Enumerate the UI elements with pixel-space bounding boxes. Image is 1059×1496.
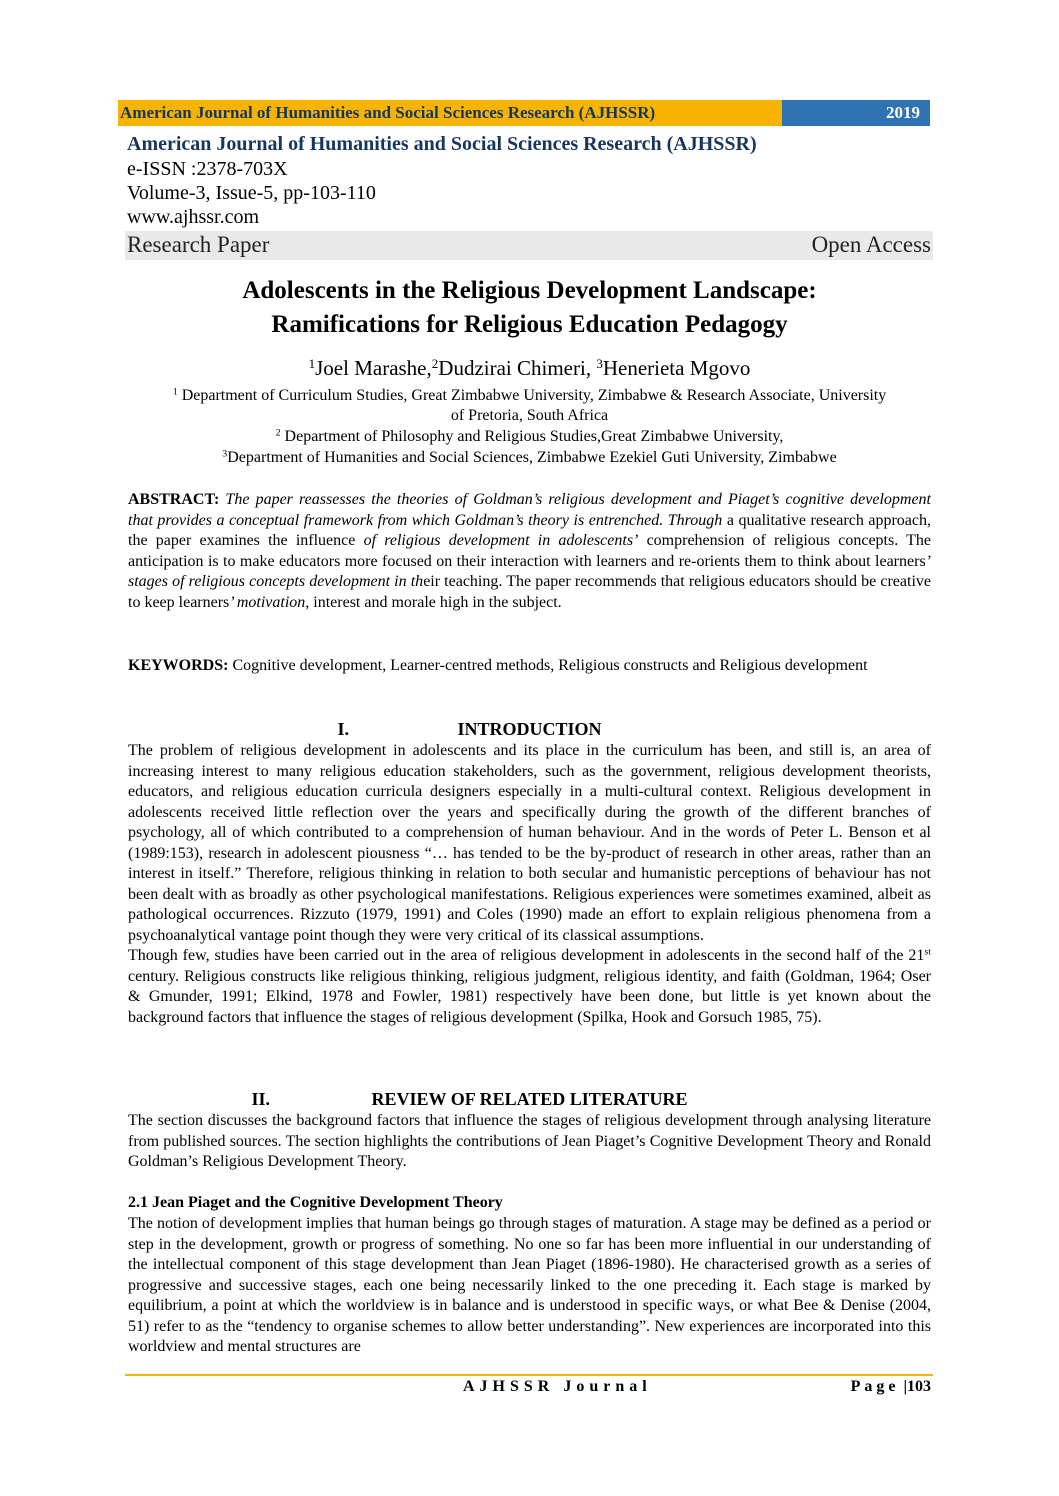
- title-line-1: Adolescents in the Religious Development Landscape:: [242, 277, 817, 304]
- author-list: [0, 356, 1059, 381]
- aff-sup: 1: [172, 386, 178, 398]
- section-heading-literature: II. REVIEW OF RELATED LITERATURE: [251, 1089, 688, 1109]
- paragraph: The problem of religious development in adolescents and its place in the curriculum has been, and still is, an area of increasing interest to many religious education stakeholders, such as the government, religious development theorists, educators, and religious education curricula designers especially in a multi-cultural context. Religious development in adolescents received little reflection over the years and specifically during the growth of the different branches of psychology, all of which contributed to a comprehension of human behaviour. And in the words of Peter L. Benson et al (1989:153), research in adolescent piousness “… has tended to be the by-product of research in other areas, rather than an interest in itself.” Therefore, religious thinking in relation to both secular and humanistic perceptions of behaviour has not been dealt with as broadly as other psychological manifestations. Religious experiences were sometimes examined, albeit as pathological occurrences. Rizzuto (1979, 1991) and Coles (1990) made an effort to explain religious phenomena from a psychoanalytical vantage point though they were very critical of its classical assumptions.: [128, 742, 931, 944]
- section-title: INTRODUCTION: [457, 719, 602, 739]
- abstract: [128, 490, 931, 613]
- author-sup: 2: [431, 355, 439, 371]
- affiliation-3: [128, 448, 931, 468]
- piaget-body: The notion of development implies that human beings go through stages of maturation. A stage may be defined as a period or step in the development, growth or progress of something. No one so far has been more influential in our understanding of the intellectual component of this stage development than Jean Piaget (1896-1980). He characterised growth as a series of progressive and successive stages, each one being necessarily linked to the one preceding it. Each stage is marked by equilibrium, a point at which the worldview is in balance and is understood in specific ways, or what Bee & Denise (2004, 51) refer to as the “tendency to organise schemes to allow better understanding”. New experiences are incorporated into this worldview and mental structures are: [128, 1215, 931, 1355]
- abstract-text: comprehension of religious concepts. The anticipation is to make educators more focused on their interaction with learners and re-orients them to think about learners: [128, 532, 931, 570]
- abstract-text: eir teaching. The paper recommends that religious educators should be creative to keep learners: [128, 573, 932, 611]
- keywords-label: KEYWORDS:: [128, 657, 229, 674]
- author-sup: 1: [308, 355, 316, 371]
- section-heading-introduction: I. INTRODUCTION: [337, 719, 602, 739]
- paper-type-bar: [125, 231, 933, 260]
- aff-3-text: Department of Humanities and Social Sciences, Zimbabwe Ezekiel Guti University, Zimbabwe: [227, 449, 837, 466]
- header-year: 2019: [782, 100, 930, 126]
- aff-1-line-2: of Pretoria, South Africa: [450, 407, 609, 424]
- keywords-text: Cognitive development, Learner-centred methods, Religious constructs and Religious development: [228, 657, 868, 674]
- website-link[interactable]: www.ajhssr.com: [127, 206, 260, 228]
- author-2: Dudzirai Chimeri,: [438, 356, 597, 380]
- paper-title: [0, 274, 1059, 342]
- aff-2-text: Department of Philosophy and Religious Studies,Great Zimbabwe University,: [280, 428, 784, 445]
- issn: e-ISSN :2378-703X: [127, 158, 288, 180]
- abstract-italic: of religious development in adolescents’: [363, 532, 639, 549]
- abstract-label: ABSTRACT:: [128, 491, 220, 508]
- abstract-italic: ’ motivation,: [229, 593, 310, 611]
- author-3: Henerieta Mgovo: [602, 356, 751, 380]
- footer-rule: [125, 1374, 933, 1376]
- ordinal-sup: st: [924, 946, 931, 958]
- affiliation-2: [128, 427, 931, 447]
- header-journal-title: American Journal of Humanities and Social Sciences Research (AJHSSR): [118, 100, 782, 126]
- aff-sup: 2: [275, 427, 281, 439]
- access-type: Open Access: [811, 232, 931, 257]
- section-title: REVIEW OF RELATED LITERATURE: [371, 1089, 688, 1109]
- author-1: Joel Marashe,: [315, 356, 432, 380]
- abstract-text: a qualitative research approach, the paper examines the influence: [128, 511, 931, 549]
- page-separator: |: [899, 1378, 907, 1395]
- page-number: 103: [907, 1378, 931, 1395]
- author-sup: 3: [596, 355, 603, 371]
- literature-intro: The section discusses the background factors that influence the stages of religious development through analysing literature from published sources. The section highlights the contributions of Jean Piaget’s Cognitive Development Theory and Ronald Goldman’s Religious Development Theory.: [128, 1112, 931, 1170]
- abstract-italic: The paper reassesses the theories of Goldman’s religious development and Piaget’s cognitive development that provides a conceptual framework from which Goldman’s theory is entrenched. Through: [128, 491, 931, 529]
- introduction-body: [128, 741, 931, 1028]
- journal-name: American Journal of Humanities and Social Sciences Research (AJHSSR): [127, 133, 757, 155]
- subsection-heading: 2.1 Jean Piaget and the Cognitive Development Theory: [128, 1194, 503, 1211]
- footer-page: [851, 1378, 931, 1396]
- abstract-text: interest and morale high in the subject.: [309, 593, 562, 611]
- affiliation-1: [128, 386, 931, 426]
- page-label: Page: [850, 1378, 900, 1395]
- journal-header-band: [118, 100, 930, 126]
- paragraph-text: Though few, studies have been carried out in the area of religious development in adolescents in the second half of the 21: [128, 947, 925, 964]
- aff-1-line-1: Department of Curriculum Studies, Great Zimbabwe University, Zimbabwe & Research Associate, University: [177, 387, 887, 404]
- volume-issue: Volume-3, Issue-5, pp-103-110: [127, 182, 376, 204]
- footer-journal: AJHSSR Journal: [463, 1378, 652, 1395]
- paper-type: Research Paper: [127, 232, 270, 257]
- aff-sup: 3: [222, 448, 228, 460]
- paragraph-text: century. Religious constructs like religious thinking, religious judgment, religious identity, and faith (Goldman, 1964; Oser & Gmunder, 1991; Elkind, 1978 and Fowler, 1981) respectively have been done, but little is yet known about the background factors that influence the stages of religious development (Spilka, Hook and Gorsuch 1985, 75).: [128, 967, 931, 1026]
- title-line-2: Ramifications for Religious Education Pedagogy: [271, 311, 788, 338]
- paragraph: [128, 946, 931, 1028]
- abstract-italic: ’ stages of religious concepts development in th: [128, 552, 931, 590]
- keywords: [128, 656, 931, 677]
